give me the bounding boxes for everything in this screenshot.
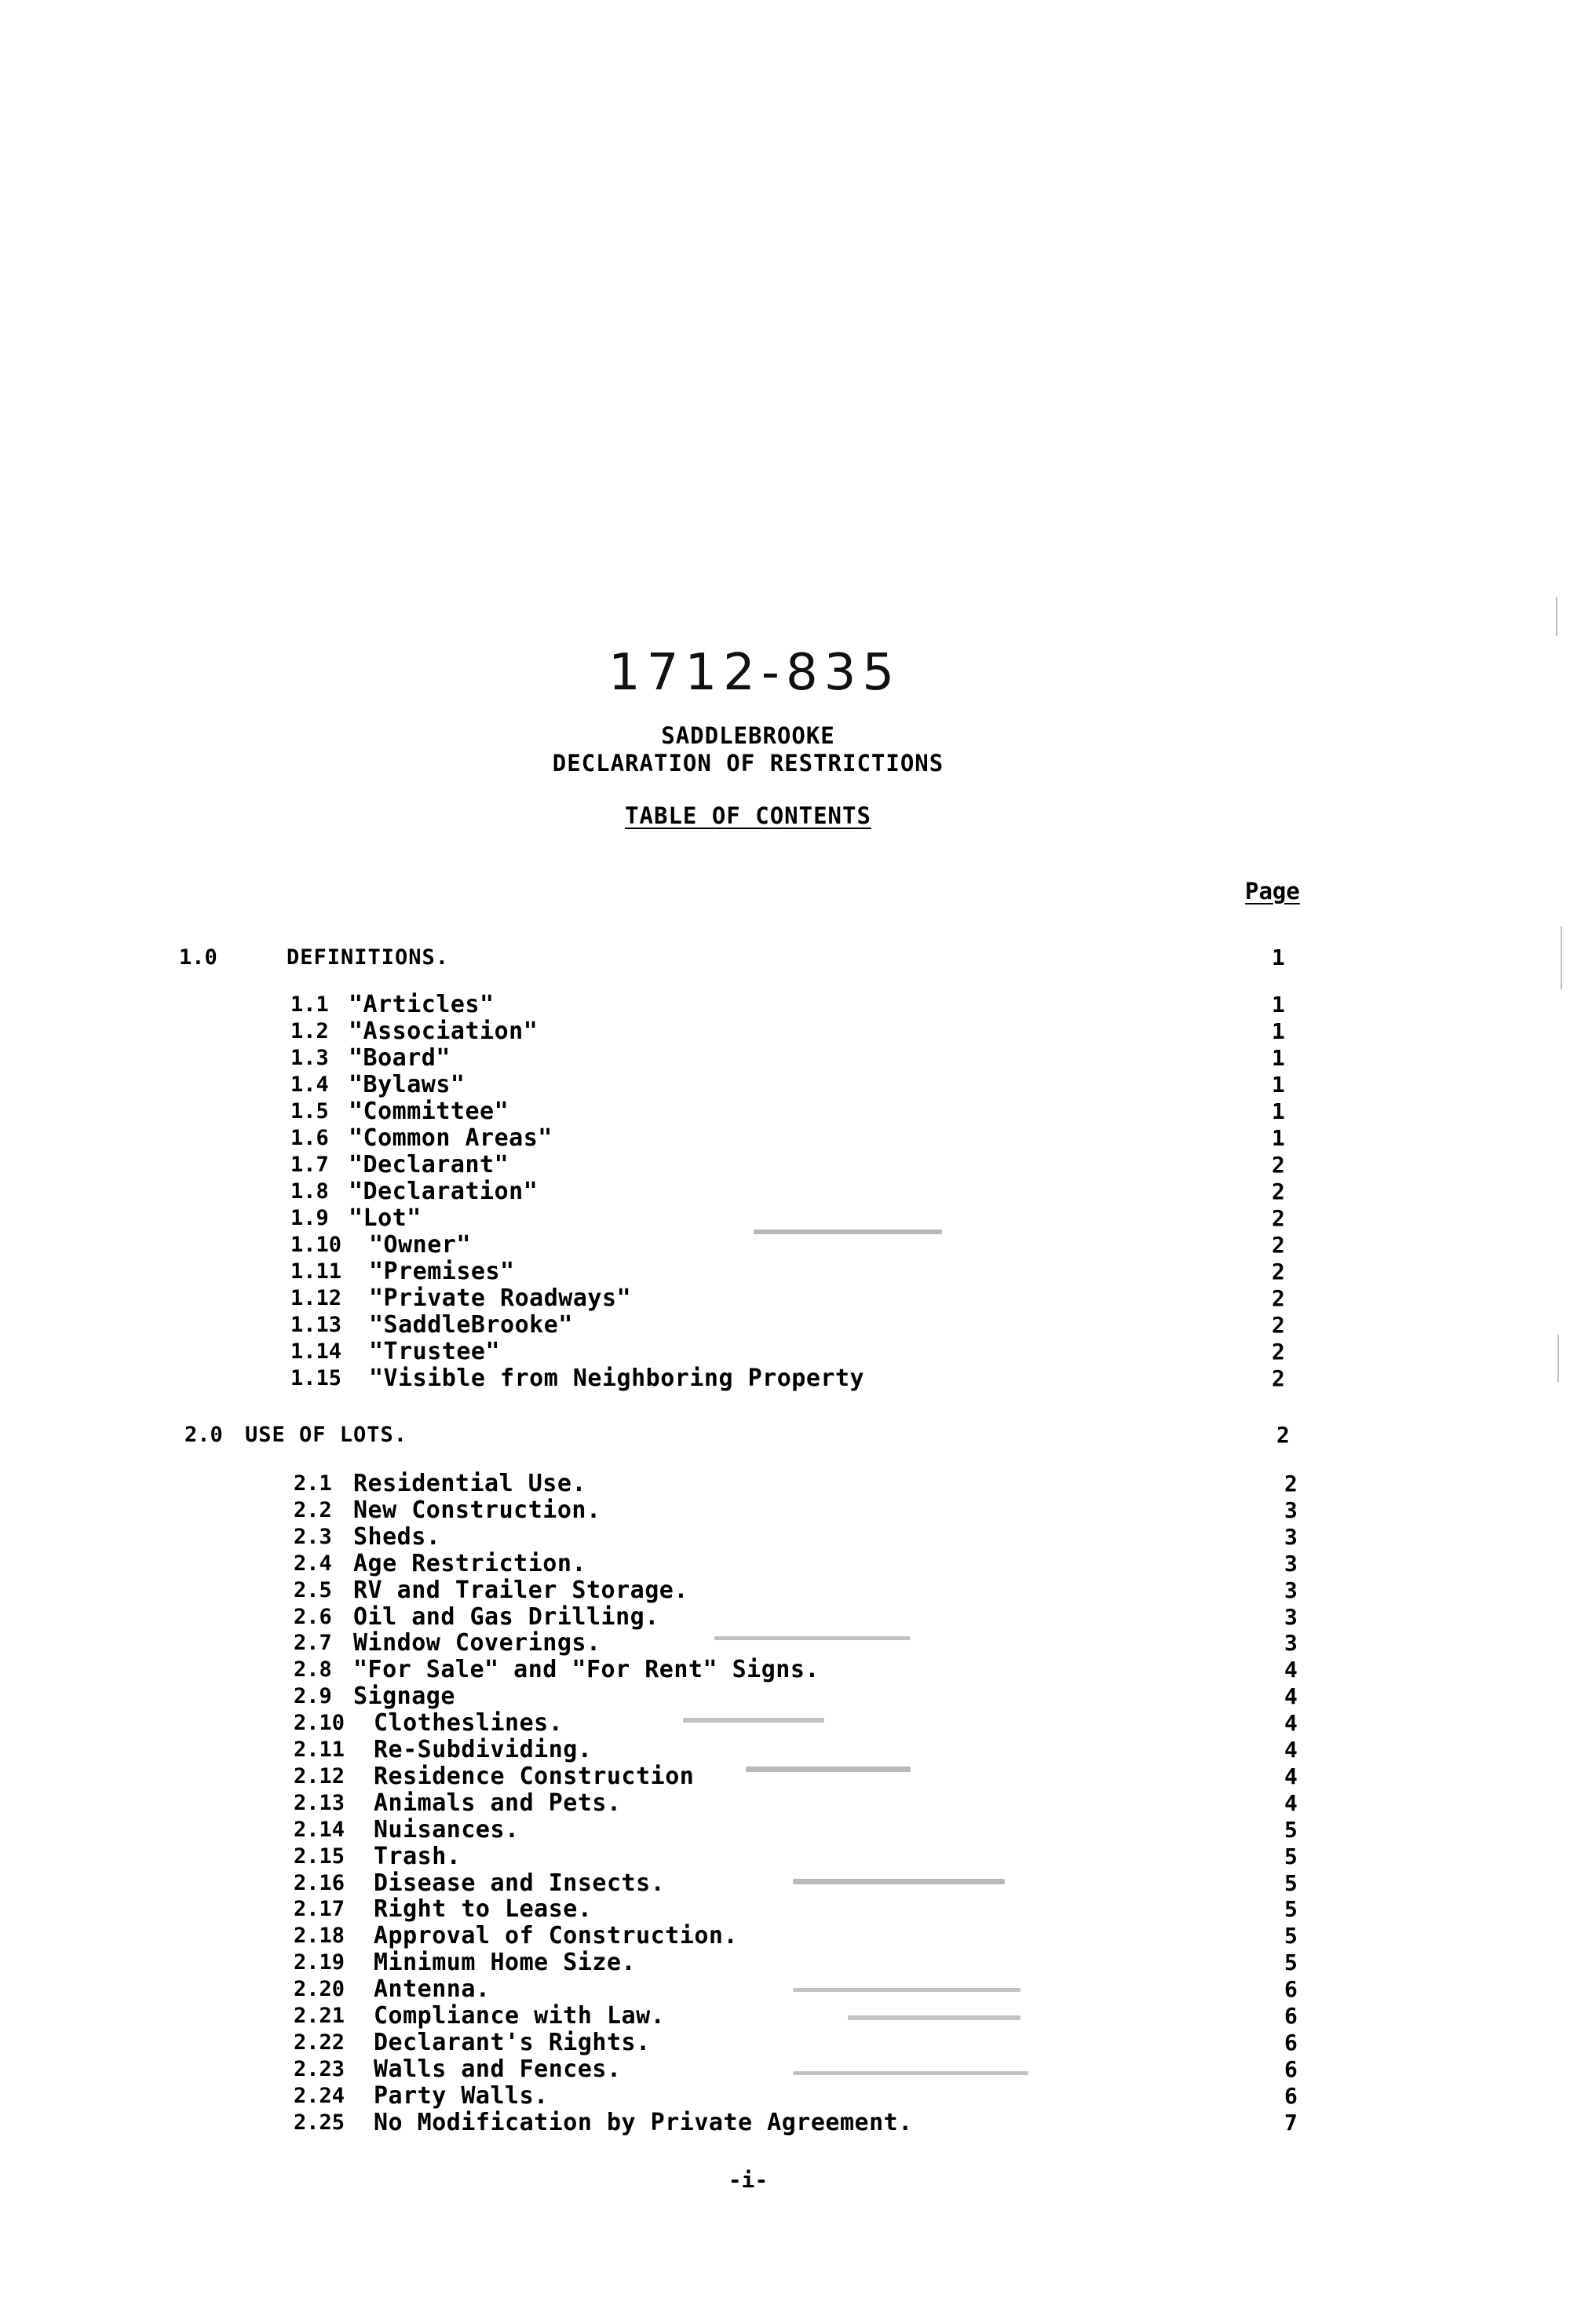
- item-title: Walls and Fences.: [374, 2055, 622, 2083]
- item-title: Compliance with Law.: [374, 2002, 666, 2030]
- item-page-number: 4: [1284, 1763, 1298, 1789]
- item-title: Minimum Home Size.: [374, 1949, 637, 1977]
- item-page-number: 1: [1272, 1018, 1285, 1044]
- item-page-number: 2: [1272, 1312, 1285, 1338]
- scan-edge-mark: [1556, 597, 1557, 636]
- toc-item-row: [0, 1657, 1570, 1683]
- toc-item-row: [0, 1949, 1570, 1976]
- toc-section-row: [0, 1422, 1570, 1449]
- item-page-number: 3: [1284, 1577, 1298, 1603]
- toc-item-row: [0, 1018, 1570, 1045]
- item-number: 2.20: [294, 1977, 345, 2002]
- item-title: Re-Subdividing.: [374, 1736, 593, 1763]
- toc-item-row: [0, 1152, 1570, 1178]
- toc-item-row: [0, 2083, 1570, 2110]
- item-number: 1.6: [290, 1126, 329, 1150]
- item-page-number: 2: [1272, 1205, 1285, 1231]
- item-number: 2.5: [294, 1577, 332, 1602]
- toc-item-row: [0, 2110, 1570, 2136]
- item-title: Approval of Construction.: [374, 1922, 739, 1950]
- section-title: DEFINITIONS.: [287, 945, 450, 970]
- scan-smudge: [848, 2015, 1020, 2020]
- item-page-number: 6: [1284, 2029, 1298, 2055]
- toc-item-row: [0, 2030, 1570, 2056]
- toc-item-row: [0, 1045, 1570, 1072]
- item-page-number: 4: [1284, 1710, 1298, 1737]
- toc-item-row: [0, 1604, 1570, 1631]
- toc-item-row: [0, 1365, 1570, 1392]
- item-title: "Visible from Neighboring Property: [369, 1365, 865, 1392]
- item-page-number: 6: [1284, 2055, 1298, 2082]
- item-page-number: 2: [1272, 1152, 1285, 1178]
- item-number: 2.6: [294, 1604, 332, 1629]
- item-page-number: 1: [1272, 1125, 1285, 1151]
- item-page-number: 7: [1284, 2109, 1298, 2136]
- item-number: 1.1: [290, 992, 329, 1017]
- item-title: Animals and Pets.: [374, 1789, 622, 1817]
- item-title: Disease and Insects.: [374, 1869, 666, 1897]
- document-title-line-1: SADDLEBROOKE: [661, 722, 835, 749]
- item-number: 2.17: [294, 1897, 345, 1922]
- item-page-number: 2: [1272, 1285, 1285, 1311]
- item-number: 2.24: [294, 2083, 345, 2108]
- item-page-number: 3: [1284, 1630, 1298, 1657]
- toc-item-row: [0, 1976, 1570, 2003]
- document-number: 1712-835: [608, 644, 901, 702]
- toc-item-row: [0, 1923, 1570, 1949]
- item-page-number: 5: [1284, 1869, 1298, 1896]
- item-page-number: 2: [1284, 1471, 1298, 1496]
- toc-item-row: [0, 1870, 1570, 1897]
- item-number: 1.14: [290, 1339, 342, 1364]
- item-number: 2.12: [294, 1763, 345, 1789]
- item-number: 1.13: [290, 1313, 342, 1337]
- item-title: "Board": [349, 1044, 451, 1072]
- item-title: "Owner": [369, 1231, 471, 1259]
- item-page-number: 1: [1272, 1045, 1285, 1071]
- item-page-number: 5: [1284, 1923, 1298, 1949]
- item-title: Party Walls.: [374, 2081, 549, 2110]
- item-page-number: 2: [1272, 1259, 1285, 1284]
- page-column-header: Page: [1245, 878, 1300, 904]
- item-number: 2.19: [294, 1950, 345, 1975]
- item-number: 2.10: [294, 1711, 345, 1736]
- section-title: USE OF LOTS.: [245, 1423, 408, 1447]
- section-number: 2.0: [184, 1423, 223, 1447]
- item-page-number: 2: [1272, 1232, 1285, 1258]
- scan-edge-mark: [1557, 1335, 1559, 1382]
- item-number: 2.8: [294, 1657, 332, 1683]
- item-page-number: 2: [1272, 1178, 1285, 1204]
- toc-item-row: [0, 1524, 1570, 1551]
- item-page-number: 2: [1272, 1339, 1285, 1365]
- item-page-number: 1: [1272, 992, 1285, 1018]
- toc-heading-text: TABLE OF CONTENTS: [625, 802, 871, 829]
- item-title: Residence Construction: [374, 1762, 695, 1790]
- item-page-number: 3: [1284, 1523, 1298, 1550]
- item-number: 1.3: [290, 1046, 329, 1070]
- item-page-number: 5: [1284, 1816, 1298, 1843]
- item-number: 1.11: [290, 1259, 342, 1284]
- item-title: Residential Use.: [353, 1470, 586, 1497]
- page-footer-number: -i-: [728, 2167, 769, 2193]
- toc-heading: [0, 802, 1496, 829]
- item-title: "For Sale" and "For Rent" Signs.: [353, 1656, 820, 1684]
- toc-item-row: [0, 1232, 1570, 1259]
- item-page-number: 5: [1284, 1896, 1298, 1923]
- item-title: "Declaration": [349, 1178, 539, 1205]
- item-number: 2.7: [294, 1631, 332, 1656]
- item-title: Sheds.: [353, 1522, 441, 1551]
- toc-item-row: [0, 1285, 1570, 1312]
- item-title: Age Restriction.: [353, 1549, 586, 1577]
- item-title: Nuisances.: [374, 1815, 520, 1843]
- item-title: New Construction.: [353, 1496, 601, 1524]
- item-number: 2.1: [294, 1471, 332, 1496]
- item-title: "Common Areas": [349, 1124, 553, 1152]
- scan-smudge: [754, 1230, 942, 1234]
- item-number: 2.22: [294, 2030, 345, 2055]
- toc-item-row: [0, 992, 1570, 1018]
- toc-item-row: [0, 1312, 1570, 1339]
- toc-item-row: [0, 1471, 1570, 1497]
- item-title: "Premises": [369, 1258, 515, 1285]
- item-page-number: 6: [1284, 2082, 1298, 2109]
- item-page-number: 4: [1284, 1737, 1298, 1763]
- item-number: 2.2: [294, 1497, 332, 1522]
- item-title: "Declarant": [349, 1151, 509, 1178]
- item-title: "Private Roadways": [369, 1284, 632, 1312]
- scan-smudge: [793, 2071, 1028, 2075]
- scan-smudge: [793, 1879, 1005, 1884]
- item-number: 1.7: [290, 1153, 329, 1177]
- item-page-number: 4: [1284, 1789, 1298, 1816]
- item-page-number: 1: [1272, 1072, 1285, 1098]
- toc-item-row: [0, 1551, 1570, 1577]
- item-number: 2.3: [294, 1524, 332, 1549]
- section-number: 1.0: [179, 945, 217, 970]
- toc-item-row: [0, 2056, 1570, 2083]
- item-page-number: 2: [1272, 1365, 1285, 1391]
- item-page-number: 3: [1284, 1496, 1298, 1523]
- item-page-number: 4: [1284, 1683, 1298, 1710]
- toc-item-row: [0, 1098, 1570, 1125]
- item-title: "Bylaws": [349, 1071, 466, 1098]
- item-number: 2.14: [294, 1817, 345, 1842]
- item-number: 1.8: [290, 1179, 329, 1204]
- item-number: 2.13: [294, 1790, 345, 1815]
- toc-item-row: [0, 1896, 1570, 1923]
- scan-smudge: [746, 1767, 911, 1772]
- item-title: Signage: [353, 1683, 455, 1711]
- item-number: 1.5: [290, 1099, 329, 1124]
- toc-item-row: [0, 1843, 1570, 1870]
- item-page-number: 5: [1284, 1949, 1298, 1976]
- item-number: 2.25: [294, 2110, 345, 2135]
- item-title: "SaddleBrooke": [369, 1311, 573, 1339]
- scan-edge-mark: [1561, 926, 1562, 989]
- item-page-number: 4: [1284, 1657, 1298, 1683]
- item-title: Antenna.: [374, 1975, 491, 2004]
- section-page-number: 2: [1276, 1422, 1290, 1448]
- document-title-line-2: DECLARATION OF RESTRICTIONS: [552, 750, 944, 776]
- toc-item-row: [0, 1710, 1570, 1737]
- item-title: "Committee": [349, 1098, 509, 1125]
- toc-item-row: [0, 1630, 1570, 1657]
- item-page-number: 5: [1284, 1843, 1298, 1869]
- toc-section-row: [0, 945, 1570, 971]
- item-page-number: 6: [1284, 2003, 1298, 2029]
- toc-item-row: [0, 1259, 1570, 1285]
- item-number: 1.9: [290, 1206, 329, 1230]
- toc-item-row: [0, 1683, 1570, 1710]
- toc-item-row: [0, 2003, 1570, 2030]
- toc-item-row: [0, 1737, 1570, 1763]
- item-number: 1.10: [290, 1233, 342, 1257]
- item-title: Right to Lease.: [374, 1895, 593, 1924]
- scan-smudge: [683, 1718, 824, 1723]
- toc-item-row: [0, 1497, 1570, 1524]
- item-page-number: 3: [1284, 1550, 1298, 1577]
- item-page-number: 3: [1284, 1603, 1298, 1630]
- item-number: 2.23: [294, 2056, 345, 2081]
- toc-item-row: [0, 1072, 1570, 1098]
- scan-smudge: [714, 1636, 911, 1640]
- item-number: 2.16: [294, 1870, 345, 1895]
- item-number: 2.4: [294, 1551, 332, 1576]
- item-title: "Articles": [349, 991, 495, 1018]
- item-title: Oil and Gas Drilling.: [353, 1602, 659, 1631]
- toc-item-row: [0, 1205, 1570, 1232]
- toc-item-row: [0, 1178, 1570, 1205]
- item-title: "Trustee": [369, 1338, 501, 1365]
- item-number: 2.21: [294, 2004, 345, 2028]
- item-title: Clotheslines.: [374, 1709, 564, 1738]
- item-title: No Modification by Private Agreement.: [374, 2108, 913, 2136]
- item-title: Window Coverings.: [353, 1629, 601, 1657]
- item-number: 1.2: [290, 1019, 329, 1043]
- item-page-number: 6: [1284, 1976, 1298, 2003]
- item-number: 2.18: [294, 1924, 345, 1949]
- item-title: Trash.: [374, 1842, 462, 1870]
- scan-smudge: [793, 1988, 1020, 1992]
- toc-item-row: [0, 1339, 1570, 1365]
- section-page-number: 1: [1272, 945, 1285, 970]
- item-title: "Lot": [349, 1204, 422, 1232]
- item-number: 1.12: [290, 1286, 342, 1310]
- toc-item-row: [0, 1790, 1570, 1817]
- toc-item-row: [0, 1125, 1570, 1152]
- item-number: 2.9: [294, 1684, 332, 1709]
- item-title: "Association": [349, 1018, 539, 1045]
- item-title: Declarant's Rights.: [374, 2028, 651, 2056]
- toc-item-row: [0, 1577, 1570, 1604]
- item-page-number: 1: [1272, 1098, 1285, 1124]
- item-title: RV and Trailer Storage.: [353, 1576, 688, 1604]
- toc-item-row: [0, 1817, 1570, 1843]
- item-number: 1.4: [290, 1072, 329, 1097]
- item-number: 2.15: [294, 1843, 345, 1869]
- item-number: 1.15: [290, 1366, 342, 1390]
- item-number: 2.11: [294, 1738, 345, 1762]
